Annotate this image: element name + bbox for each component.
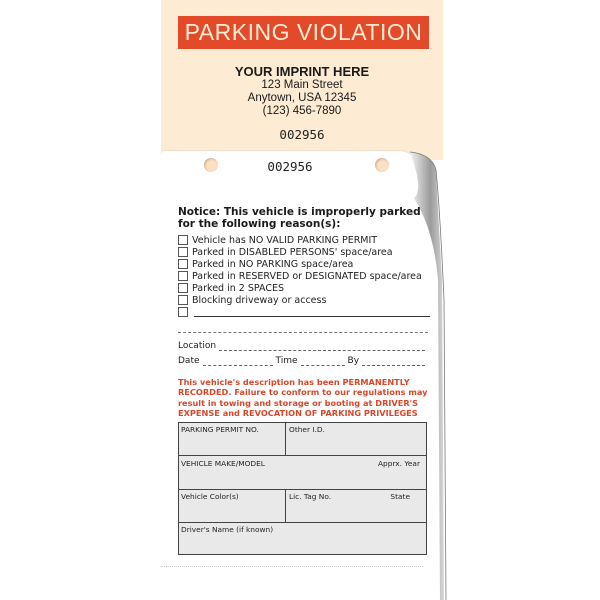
reason-item[interactable]: Vehicle has NO VALID PARKING PERMIT xyxy=(178,234,430,246)
by-field[interactable] xyxy=(362,359,425,366)
location-label: Location xyxy=(178,341,217,351)
date-label: Date xyxy=(178,356,200,366)
phone: (123) 456-7890 xyxy=(262,105,342,117)
driver-name-field[interactable]: Driver's Name (if known) xyxy=(181,525,274,534)
checkbox-icon[interactable] xyxy=(178,307,188,317)
notice-heading: Notice: This vehicle is improperly parked for the following reason(s): xyxy=(178,206,421,230)
vehicle-color-field[interactable]: Vehicle Color(s) xyxy=(181,492,239,501)
checkbox-icon[interactable] xyxy=(178,259,188,269)
imprint-name: YOUR IMPRINT HERE xyxy=(234,64,370,79)
by-label: By xyxy=(347,356,360,366)
perforation-line xyxy=(161,566,423,567)
checkbox-icon[interactable] xyxy=(178,295,188,305)
grid-divider xyxy=(285,423,286,455)
stub-serial: 002956 xyxy=(279,127,325,142)
reason-item[interactable]: Parked in 2 SPACES xyxy=(178,282,430,294)
grid-divider xyxy=(285,489,286,522)
other-reason-field[interactable] xyxy=(194,308,430,317)
location-field[interactable] xyxy=(219,344,425,351)
date-field[interactable] xyxy=(203,359,273,366)
grid-divider xyxy=(179,489,426,490)
checkbox-icon[interactable] xyxy=(178,271,188,281)
state-field[interactable]: State xyxy=(390,492,410,501)
divider-rule xyxy=(178,332,428,333)
make-model-field[interactable]: VEHICLE MAKE/MODEL xyxy=(181,459,265,468)
reason-item[interactable]: Parked in RESERVED or DESIGNATED space/area xyxy=(178,270,430,282)
address-line2: Anytown, USA 12345 xyxy=(247,92,357,104)
warning-text: This vehicle's description has been PERMANENTLY RECORDED. Failure to conform to our regulations may result in towing and storage or booting at DRIVER'S EXPENSE and REVOCATION OF PARKING PRIVILEGES xyxy=(178,377,428,418)
time-label: Time xyxy=(275,356,298,366)
address-line1: 123 Main Street xyxy=(261,79,343,91)
title-banner: PARKING VIOLATION xyxy=(178,16,429,49)
reason-item[interactable]: Blocking driveway or access xyxy=(178,294,430,306)
checkbox-icon[interactable] xyxy=(178,247,188,257)
reason-item[interactable]: Parked in DISABLED PERSONS' space/area xyxy=(178,246,430,258)
checkbox-icon[interactable] xyxy=(178,235,188,245)
checkbox-icon[interactable] xyxy=(178,283,188,293)
reason-other[interactable] xyxy=(178,306,430,318)
year-field[interactable]: Apprx. Year xyxy=(378,459,420,468)
grid-divider xyxy=(179,522,426,523)
location-row xyxy=(178,341,428,351)
time-field[interactable] xyxy=(301,359,345,366)
reason-list xyxy=(178,234,430,318)
grid-divider xyxy=(179,455,426,456)
date-time-row xyxy=(178,356,428,366)
tag-number-field[interactable]: Lic. Tag No. xyxy=(289,492,332,501)
reason-item[interactable]: Parked in NO PARKING space/area xyxy=(178,258,430,270)
vehicle-info-grid xyxy=(178,422,427,555)
parking-permit-field[interactable]: PARKING PERMIT NO. xyxy=(181,425,259,434)
tag-serial: 002956 xyxy=(267,159,313,174)
other-id-field[interactable]: Other I.D. xyxy=(289,425,325,434)
